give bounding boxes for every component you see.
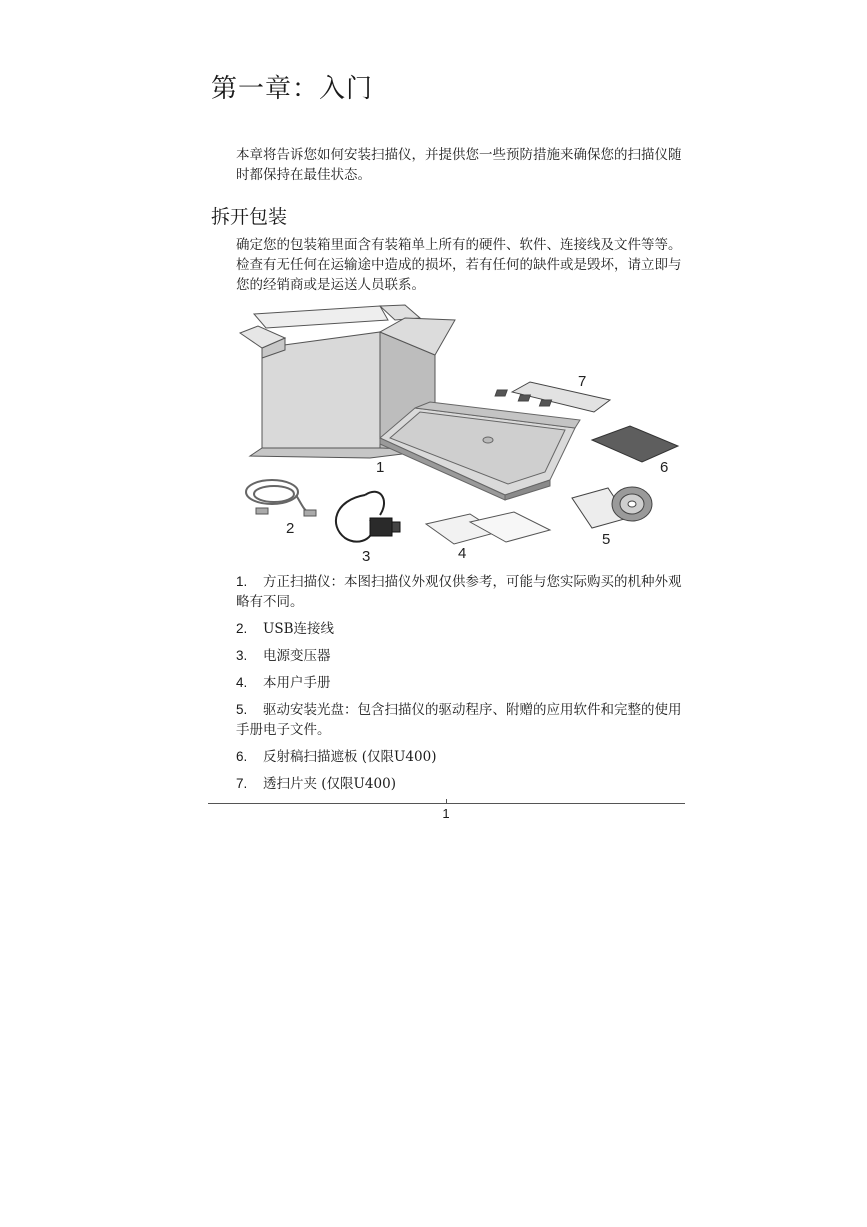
item-text: 反射稿扫描遮板 (仅限U400) — [263, 749, 437, 765]
callout-1: 1 — [376, 459, 385, 476]
item-text: 电源变压器 — [263, 648, 331, 664]
item-text: 方正扫描仪：本图扫描仪外观仅供参考，可能与您实际购买的机种外观略有不同。 — [236, 574, 682, 610]
list-item — [236, 747, 688, 767]
callout-4: 4 — [458, 545, 467, 562]
package-contents-illustration — [230, 300, 690, 570]
footer-divider-tick — [446, 799, 447, 803]
package-contents-list — [236, 572, 688, 801]
section-title: 拆开包装 — [211, 206, 288, 228]
list-item — [236, 646, 688, 666]
list-item — [236, 572, 688, 612]
item-number: 7. — [236, 776, 248, 791]
section-paragraph: 确定您的包装箱里面含有装箱单上所有的硬件、软件、连接线及文件等等。检查有无任何在运输途中造成的损坏，若有任何的缺件或是毁坏，请立即与您的经销商或是运送人员联系。 — [236, 237, 682, 293]
user-manual — [426, 512, 550, 544]
callout-2: 2 — [286, 520, 295, 537]
item-number: 3. — [236, 648, 248, 663]
page-number: 1 — [442, 806, 450, 821]
callout-7: 7 — [578, 373, 587, 390]
scanner — [380, 402, 580, 500]
callout-3: 3 — [362, 548, 371, 565]
list-item — [236, 700, 688, 740]
item-number: 1. — [236, 574, 248, 589]
list-item — [236, 673, 688, 693]
usb-cable — [246, 480, 316, 516]
item-number: 2. — [236, 621, 248, 636]
list-item — [236, 774, 688, 794]
item-text: 透扫片夹 (仅限U400) — [263, 776, 396, 792]
driver-cd — [572, 487, 652, 528]
item-number: 4. — [236, 675, 248, 690]
item-text: 本用户手册 — [263, 675, 331, 691]
item-text: 驱动安装光盘：包含扫描仪的驱动程序、附赠的应用软件和完整的使用手册电子文件。 — [236, 702, 682, 738]
film-holder — [495, 382, 610, 412]
intro-paragraph: 本章将告诉您如何安装扫描仪，并提供您一些预防措施来确保您的扫描仪随时都保持在最佳状态。 — [236, 147, 682, 183]
item-text: USB连接线 — [263, 621, 335, 637]
callout-5: 5 — [602, 531, 611, 548]
item-number: 5. — [236, 702, 248, 717]
power-adapter — [336, 492, 400, 542]
reflective-document-pad — [592, 426, 678, 462]
callout-6: 6 — [660, 459, 669, 476]
list-item — [236, 619, 688, 639]
item-number: 6. — [236, 749, 248, 764]
footer-divider — [208, 803, 685, 804]
chapter-title: 第一章：入门 — [211, 74, 374, 104]
